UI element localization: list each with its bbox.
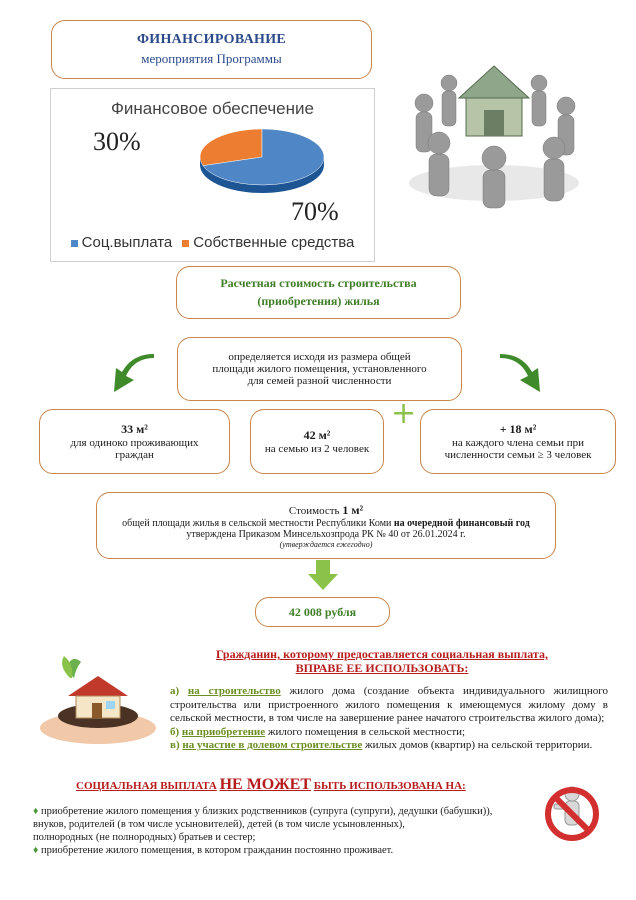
people-circle-house-icon <box>394 48 594 213</box>
norm-single-line2: граждан <box>115 449 154 461</box>
chart-legend <box>51 234 374 251</box>
rights-a-marker: а) <box>170 685 180 697</box>
legend-item-own <box>182 234 354 251</box>
prohibit-heading-a: СОЦИАЛЬНАЯ ВЫПЛАТА <box>76 780 217 792</box>
norm-extra-value: + 18 м² <box>499 422 537 436</box>
header-subtitle: мероприятия Программы <box>141 51 282 66</box>
price-line2 <box>122 518 530 529</box>
pie-label-30: 30% <box>93 127 141 156</box>
rights-c-bold: на участие в долевом строительстве <box>182 739 363 751</box>
chart-title: Финансовое обеспечение <box>111 99 314 118</box>
arrow-right-icon <box>496 352 546 396</box>
legend-label-own: Собственные средства <box>193 234 355 251</box>
determined-box <box>177 337 462 401</box>
norm-two-value: 42 м² <box>303 428 331 442</box>
cost-box <box>176 266 461 319</box>
price-unit: 1 м² <box>342 502 364 517</box>
price-box <box>96 492 556 559</box>
bullet-icon: ♦ <box>33 845 39 856</box>
rights-b-marker: б) <box>170 725 180 738</box>
cost-line1: Расчетная стоимость строительства <box>220 276 417 290</box>
rights-item-b <box>170 726 608 740</box>
pie-chart <box>50 88 375 262</box>
rights-heading1: Гражданин, которому предоставляется социальная выплата, <box>216 647 548 661</box>
norm-extra-box <box>420 409 616 474</box>
norm-two-box <box>250 409 384 474</box>
norm-single-line1: для одиноко проживающих <box>70 437 199 449</box>
rights-a-rest: жилого дома (создание объекта индивидуального жилищного строительства или пристроенного жилого помещения к имеющемуся жилому дому в сельской местности, в том числе на завершение ранее начатого строительства жилого дома); <box>170 685 609 724</box>
price-line2-a: общей площади жилья в сельской местности Республики Коми <box>122 517 392 529</box>
prohibit-item2 <box>33 844 533 857</box>
price-prefix: Стоимость <box>288 504 340 517</box>
rights-heading <box>172 647 592 675</box>
price-result: 42 008 рубля <box>288 604 357 619</box>
rights-list <box>170 685 608 753</box>
rights-a-bold: на строительство <box>187 685 281 697</box>
prohibit-item2-text: приобретение жилого помещения, в котором гражданин постоянно проживает. <box>40 845 394 856</box>
arrow-down-icon <box>308 560 338 590</box>
rights-c-rest: жилых домов (квартир) на сельской территории. <box>364 739 593 751</box>
rights-c-marker: в) <box>170 739 180 751</box>
rights-item-c <box>170 739 608 753</box>
determined-line3: для семей разной численности <box>247 375 392 387</box>
price-line2-b: на очередной финансовый год <box>393 517 530 529</box>
rights-b-rest: жилого помещения в сельской местности; <box>267 725 466 738</box>
rights-b-bold: на приобретение <box>181 725 266 738</box>
arrow-left-icon <box>108 352 158 396</box>
bullet-icon: ♦ <box>33 806 39 817</box>
price-line4: (утверждается ежегодно) <box>279 539 373 549</box>
determined-line2: площади жилого помещения, установленного <box>212 363 427 375</box>
prohibit-heading-b: НЕ МОЖЕТ <box>219 776 312 793</box>
norm-extra-line2: численности семьи ≥ 3 человек <box>444 449 592 461</box>
determined-line1: определяется исходя из размера общей <box>228 351 411 363</box>
prohibit-list <box>33 805 533 857</box>
legend-swatch-blue <box>71 240 78 247</box>
norm-single-value: 33 м² <box>121 422 148 436</box>
header-title: ФИНАНСИРОВАНИЕ <box>136 32 287 47</box>
prohibit-heading-c: БЫТЬ ИСПОЛЬЗОВАНА НА: <box>313 780 466 792</box>
prohibit-item1-text1: приобретение жилого помещения у близких родственников (супруга (супруги), дедушки (бабушки)), <box>40 806 493 817</box>
rights-item-a <box>170 685 608 726</box>
prohibit-heading <box>76 778 496 794</box>
plus-icon: + <box>391 396 417 431</box>
house-in-hands-icon <box>36 648 161 748</box>
pie-label-70: 70% <box>291 197 339 226</box>
prohibit-item1-l3: полнородных (не полнородных) братьев и сестер; <box>33 832 256 843</box>
price-result-box <box>255 597 390 627</box>
prohibit-item1-l2: внуков, родителей (в том числе усыновителей), детей (в том числе усыновленных), <box>33 819 405 830</box>
price-line3: утверждена Приказом Минсельхозпрода РК № 40 от 26.01.2024 г. <box>186 528 466 540</box>
header-box <box>51 20 372 79</box>
norm-single-box <box>39 409 230 474</box>
cost-line2: (приобретения) жилья <box>257 294 380 308</box>
price-line1 <box>289 503 363 518</box>
prohibition-icon <box>542 782 602 842</box>
legend-item-soc <box>71 234 173 251</box>
legend-label-soc: Соц.выплата <box>81 234 173 251</box>
legend-swatch-orange <box>182 240 189 247</box>
prohibit-item1-l1 <box>33 805 533 818</box>
norm-two-line1: на семью из 2 человек <box>264 443 370 455</box>
norm-extra-line1: на каждого члена семьи при <box>452 437 584 449</box>
rights-heading2: ВПРАВЕ ЕЕ ИСПОЛЬЗОВАТЬ: <box>295 661 469 675</box>
